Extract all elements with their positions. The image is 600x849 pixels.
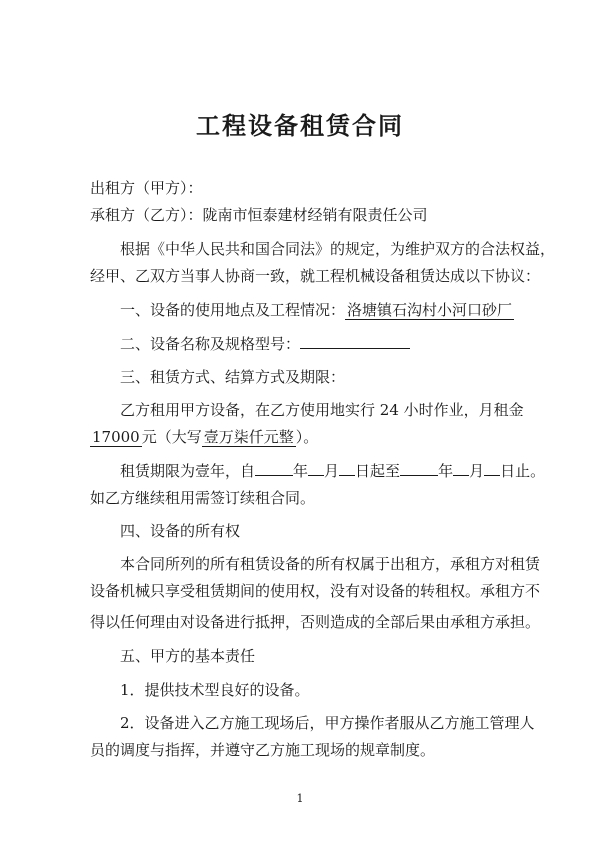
clause5-item-2-line-1: 2．设备进入乙方施工现场后，甲方操作者服从乙方施工管理人 <box>120 714 535 732</box>
rent-line-1: 乙方租用甲方设备，在乙方使用地实行 24 小时作业，月租金 <box>120 401 524 419</box>
end-month-blank <box>453 475 469 476</box>
clause1-label: 一、设备的使用地点及工程情况： <box>120 301 346 319</box>
renewal-line: 如乙方继续租用需签订续租合同。 <box>90 489 316 507</box>
end-year-label: 年 <box>438 462 454 480</box>
start-day-label: 日起至 <box>355 462 401 480</box>
start-month-label: 月 <box>324 462 340 480</box>
clause4-line-2: 设备机械只享受租赁期间的使用权，没有对设备的转租权。承租方不 <box>90 582 541 600</box>
page-number: 1 <box>296 792 304 805</box>
clause5-item-1: 1．提供技术型良好的设备。 <box>120 681 310 699</box>
lessor-label: 出租方（甲方）： <box>90 179 203 197</box>
start-month-blank <box>308 475 324 476</box>
period-line <box>120 461 550 481</box>
start-day-blank <box>339 475 355 476</box>
clause4-heading: 四、设备的所有权 <box>120 522 241 540</box>
document-title: 工程设备租赁合同 <box>196 111 404 140</box>
clause3-heading: 三、租赁方式、结算方式及期限： <box>120 368 346 386</box>
clause5-heading: 五、甲方的基本责任 <box>120 647 256 665</box>
lessee-label: 承租方（乙方）： <box>90 206 203 224</box>
clause2-label: 二、设备名称及规格型号： <box>120 335 301 353</box>
end-year-blank <box>400 475 438 476</box>
equipment-name-blank <box>300 336 410 349</box>
lessee-line <box>90 205 520 225</box>
clause4-line-3: 得以任何理由对设备进行抵押，否则造成的全部后果由承租方承担。 <box>90 613 541 631</box>
end-day-blank <box>484 475 500 476</box>
start-year-blank <box>255 475 293 476</box>
clause1-location-value: 洛塘镇石沟村小河口砂厂 <box>347 301 513 319</box>
start-year-label: 年 <box>293 462 309 480</box>
rent-unit: 元（大写 <box>141 428 202 446</box>
clause4-line-1: 本合同所列的所有租赁设备的所有权属于出租方，承租方对租赁 <box>120 555 541 573</box>
rent-amount-words: 壹万柒仟元整 <box>203 428 294 446</box>
clause1-line <box>120 300 550 320</box>
rent-close: ）。 <box>295 428 319 446</box>
clause5-item-2-line-2: 员的调度与指挥，并遵守乙方施工现场的规章制度。 <box>90 741 436 759</box>
end-day-label: 日止。 <box>500 462 546 480</box>
clause2-line <box>120 334 550 354</box>
rent-amount: 17000 <box>92 428 140 446</box>
lessee-name: 陇南市恒泰建材经销有限责任公司 <box>202 206 428 224</box>
lessor-line <box>90 178 520 198</box>
period-prefix: 租赁期限为壹年，自 <box>120 462 256 480</box>
preamble-line-2: 经甲、乙双方当事人协商一致，就工程机械设备租赁达成以下协议： <box>90 267 541 285</box>
preamble-line-1: 根据《中华人民共和国合同法》的规定，为维护双方的合法权益， <box>120 240 556 258</box>
end-month-label: 月 <box>469 462 485 480</box>
rent-line-2 <box>90 427 520 447</box>
